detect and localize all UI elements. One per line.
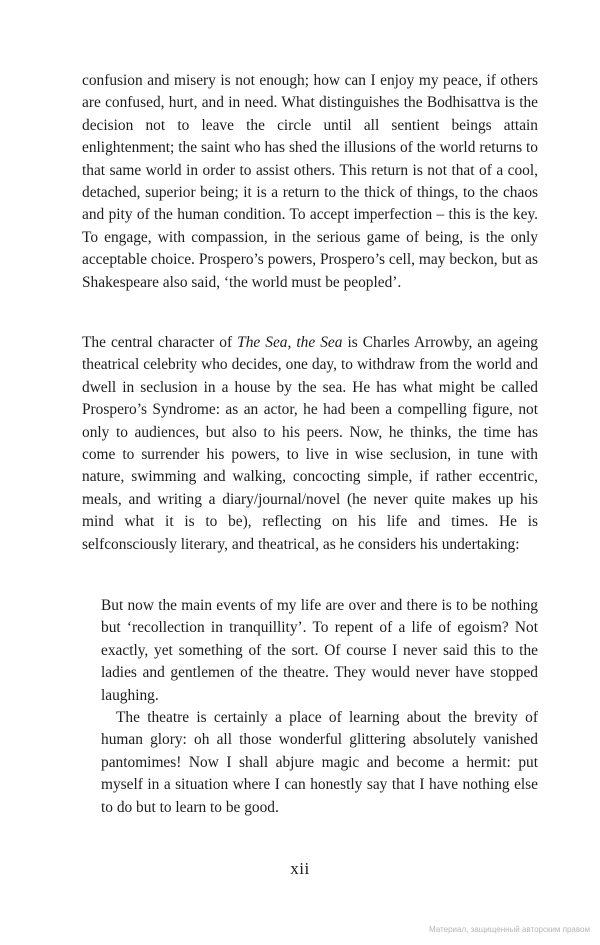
copyright-watermark: Материал, защищенный авторским правом	[429, 925, 590, 934]
page-number: xii	[290, 859, 310, 878]
block-quote-second: The theatre is certainly a place of learning about the brevity of human glory: oh all those wonderful glittering absolutely vanished pantomimes! Now I shall abjure magic and become a hermit: put myself in a situation where I can honestly say that I have nothing else to do but to learn to be good.	[101, 709, 538, 816]
paragraph-central-character	[82, 332, 538, 556]
block-quote-first: But now the main events of my life are over and there is to be nothing but ‘recollection in tranquillity’. To repent of a life of egoism? Not exactly, yet something of the sort. Of course I never said this to the ladies and gentlemen of the theatre. They would never have stopped laughing.	[101, 597, 538, 704]
paragraph-text-start: The central character of	[82, 334, 238, 351]
paragraph-text-rest: is Charles Arrowby, an ageing theatrical celebrity who decides, one day, to withdraw from the world and dwell in seclusion in a house by the sea. He has what might be called Prospero’s Syndrome: as an actor, he had been a compelling figure, not only to audiences, but also to his peers. Now, he thinks, the time has come to surrender his powers, to live in wise seclusion, in tune with nature, swimming and walking, concocting simple, if rather eccentric, meals, and writing a diary/journal/novel (he never quite makes up his mind what it is to be), reflecting on his life and times. He is selfconsciously literary, and theatrical, as he considers his undertaking:	[82, 334, 538, 553]
book-title-italic: The Sea, the Sea	[237, 334, 343, 351]
paragraph-bodhisattva: confusion and misery is not enough; how can I enjoy my peace, if others are confused, hurt, and in need. What distinguishes the Bodhisattva is the decision not to leave the circle until all sentient beings attain enlightenment; the saint who has shed the illusions of the world returns to that same world in order to assist others. This return is not that of a cool, detached, superior being; it is a return to the thick of things, to the chaos and pity of the human condition. To accept imperfection – this is the key. To engage, with compassion, in the serious game of being, is the only acceptable choice. Prospero’s powers, Prospero’s cell, may beckon, but as Shakespeare also said, ‘the world must be peopled’.	[82, 72, 538, 291]
